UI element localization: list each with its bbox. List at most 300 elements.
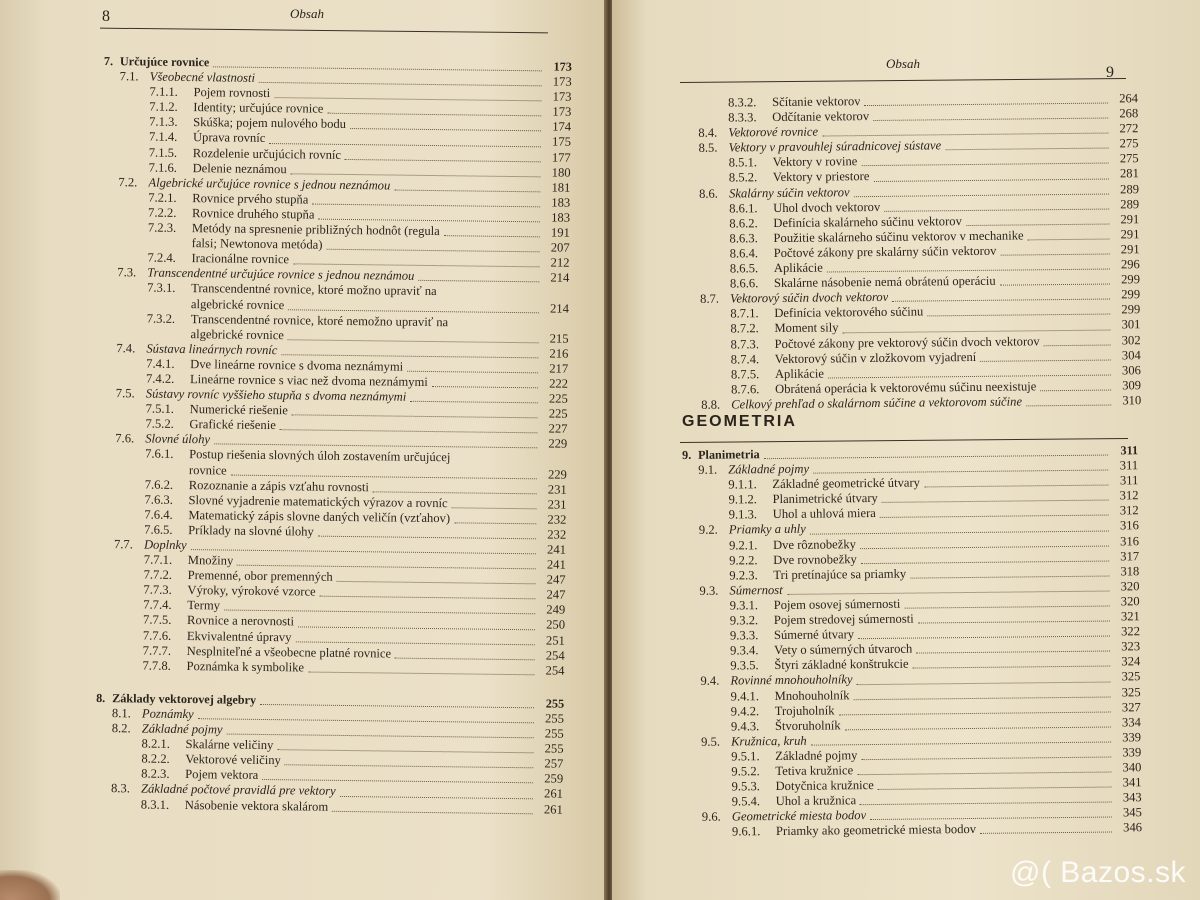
toc-entry-title: Priamky ako geometrické miesta bodov bbox=[775, 822, 977, 839]
toc-entry-page: 310 bbox=[1122, 393, 1142, 408]
toc-entry-page: 311 bbox=[1120, 443, 1139, 458]
page-number: 8 bbox=[102, 8, 110, 25]
toc-leader-dots bbox=[854, 192, 1109, 197]
toc-entry-title: Grafické riešenie bbox=[189, 417, 276, 433]
toc-entry-page: 289 bbox=[1120, 196, 1140, 212]
toc-entry-page: 173 bbox=[552, 104, 572, 119]
toc-leader-dots bbox=[839, 710, 1111, 715]
toc-leader-dots bbox=[444, 234, 540, 237]
toc-leader-dots bbox=[857, 680, 1111, 685]
toc-entry-number: 8.3.3. bbox=[728, 110, 757, 125]
header-rule bbox=[100, 28, 548, 34]
toc-entry-page: 216 bbox=[549, 346, 569, 361]
toc-entry-title: Tetiva kružnice bbox=[775, 763, 854, 779]
toc-entry-page: 304 bbox=[1121, 347, 1141, 363]
toc-leader-dots bbox=[395, 656, 535, 660]
toc-entry-number: 9.3.2. bbox=[729, 613, 759, 628]
toc-entry-page: 217 bbox=[549, 361, 569, 376]
toc-leader-dots bbox=[452, 506, 537, 509]
toc-entry-number: 7.5.2. bbox=[145, 416, 174, 432]
toc-entry-title: Základy vektorovej algebry bbox=[112, 690, 257, 707]
toc-leader-dots bbox=[1028, 237, 1110, 240]
toc-leader-dots bbox=[327, 112, 541, 117]
toc-entry-number: 7.6.4. bbox=[144, 507, 173, 522]
toc-leader-dots bbox=[454, 521, 536, 524]
toc-entry-number: 8.2.2. bbox=[141, 751, 170, 767]
toc-leader-dots bbox=[1044, 343, 1111, 346]
toc-entry-number: 8.7.3. bbox=[730, 336, 760, 352]
toc-entry-page: 321 bbox=[1120, 609, 1140, 624]
toc-leader-dots bbox=[1026, 403, 1111, 406]
toc-leader-dots bbox=[292, 414, 538, 419]
toc-entry-page: 268 bbox=[1119, 106, 1139, 121]
toc-entry-page: 312 bbox=[1119, 488, 1139, 503]
toc-entry-title: Skúška; pojem nulového bodu bbox=[193, 115, 347, 132]
toc-entry-page: 306 bbox=[1121, 362, 1141, 378]
toc-entry-page: 255 bbox=[544, 726, 564, 741]
toc-leader-dots bbox=[828, 373, 1111, 378]
toc-entry-number: 7.7. bbox=[113, 537, 133, 552]
toc-entry-title: Moment sily bbox=[774, 320, 839, 336]
toc-leader-dots bbox=[873, 117, 1108, 121]
toc-entry-page: 343 bbox=[1122, 790, 1142, 805]
toc-entry-title: Sčítanie vektorov bbox=[771, 94, 861, 110]
toc-leader-dots bbox=[274, 96, 541, 101]
toc-entry-page: 320 bbox=[1120, 579, 1140, 594]
toc-entry-number: 9.2. bbox=[698, 523, 718, 538]
toc-entry-page: 255 bbox=[545, 696, 565, 711]
toc-leader-dots bbox=[913, 665, 1111, 669]
toc-entry-title: Základné pojmy bbox=[141, 721, 223, 737]
toc-entry-title: algebrické rovnice bbox=[190, 326, 285, 342]
toc-entry-number: 7.1.2. bbox=[149, 99, 178, 115]
toc-entry-title: Súmernosť bbox=[729, 582, 784, 598]
toc-entry-page: 254 bbox=[545, 648, 565, 663]
toc-entry-page: 281 bbox=[1119, 166, 1139, 181]
toc-entry-number: 9. bbox=[682, 447, 692, 462]
toc-entry-number: 9.5. bbox=[701, 734, 721, 749]
toc-leader-dots bbox=[320, 595, 536, 600]
toc-entry-number: 7.3. bbox=[117, 265, 137, 280]
toc-leader-dots bbox=[432, 385, 538, 388]
toc-entry-page: 261 bbox=[543, 801, 563, 817]
toc-entry-number: 9.2.1. bbox=[728, 537, 758, 553]
toc-leader-dots bbox=[1040, 388, 1111, 391]
toc-entry-title: Vektorové rovnice bbox=[728, 124, 819, 140]
toc-entry-page: 261 bbox=[544, 786, 564, 802]
toc-entry-page: 323 bbox=[1121, 639, 1141, 654]
toc-leader-dots bbox=[350, 127, 541, 131]
toc-entry-number: 8.6. bbox=[698, 186, 718, 201]
toc-leader-dots bbox=[281, 353, 538, 358]
toc-entry-number: 8.6.3. bbox=[729, 231, 758, 246]
toc-entry-page: 227 bbox=[548, 421, 568, 436]
toc-entry-number: 7.2. bbox=[118, 174, 138, 190]
toc-entry-page: 346 bbox=[1123, 820, 1143, 835]
toc-entry-title: Úprava rovníc bbox=[192, 130, 266, 146]
section-rule bbox=[680, 438, 1128, 443]
toc-entry-title: Premenné, obor premenných bbox=[187, 568, 333, 585]
toc-entry-number: 8.8. bbox=[701, 397, 721, 412]
toc-entry-title: Trojuholník bbox=[774, 703, 835, 718]
toc-entry-title: Metódy na spresnenie približných hodnôt (regula bbox=[191, 221, 440, 239]
toc-leader-dots bbox=[910, 574, 1109, 578]
toc-entry-title: Základné počtové pravidlá pre vektory bbox=[140, 781, 336, 799]
toc-leader-dots bbox=[880, 514, 1109, 518]
toc-leader-dots bbox=[865, 102, 1109, 107]
toc-entry-page: 264 bbox=[1119, 91, 1139, 106]
toc-entry-number: 7.6.3. bbox=[144, 492, 173, 507]
toc-entry-number: 9.1. bbox=[698, 462, 718, 477]
toc-entry-page: 316 bbox=[1120, 533, 1140, 548]
toc-entry-page: 183 bbox=[551, 195, 571, 210]
toc-entry-page: 255 bbox=[544, 711, 565, 726]
toc-entry-number: 7.4.2. bbox=[145, 371, 175, 386]
toc-entry-number: 9.5.1. bbox=[731, 749, 760, 764]
toc-entry-number: 9.2.3. bbox=[729, 567, 758, 583]
toc-entry-number: 9.2.2. bbox=[729, 552, 758, 568]
toc-entry-page: 231 bbox=[547, 482, 567, 497]
toc-entry-title: Identity; určujúce rovnice bbox=[193, 100, 324, 116]
toc-entry-number: 7.6. bbox=[115, 431, 135, 446]
toc-leader-dots bbox=[811, 740, 1111, 745]
toc-leader-dots bbox=[845, 725, 1111, 730]
thumb-photo-edge bbox=[0, 870, 60, 900]
toc-entry-title: Poznámka k symbolike bbox=[186, 658, 305, 675]
toc-entry-page: 301 bbox=[1121, 317, 1141, 332]
toc-entry-number: 7.2.4. bbox=[147, 250, 176, 266]
toc-entry-title: Definícia vektorového súčinu bbox=[774, 304, 924, 321]
toc-entry-page: 214 bbox=[549, 300, 570, 316]
toc-entry-title: algebrické rovnice bbox=[190, 296, 285, 312]
toc-entry-page: 241 bbox=[547, 542, 567, 557]
toc-entry-title: Výroky, výrokové vzorce bbox=[187, 583, 316, 599]
toc-entry-page: 291 bbox=[1120, 211, 1140, 227]
toc-entry-page: 341 bbox=[1122, 775, 1142, 790]
toc-entry-page: 207 bbox=[550, 240, 570, 255]
toc-entry-page: 229 bbox=[547, 466, 567, 482]
toc-leader-dots bbox=[861, 755, 1111, 760]
toc-entry-title: Skalárny súčin vektorov bbox=[728, 184, 850, 201]
toc-entry-page: 345 bbox=[1122, 805, 1142, 820]
toc-leader-dots bbox=[927, 313, 1110, 317]
toc-leader-dots bbox=[340, 794, 533, 798]
toc-entry-page: 177 bbox=[551, 150, 571, 165]
toc-leader-dots bbox=[394, 188, 540, 192]
toc-entry-number: 8.2. bbox=[111, 721, 131, 736]
toc-leader-dots bbox=[860, 801, 1112, 806]
toc-entry-page: 214 bbox=[550, 270, 570, 286]
toc-entry-number: 7.6.5. bbox=[144, 522, 173, 537]
toc-entry-page: 212 bbox=[550, 255, 570, 270]
toc-leader-dots bbox=[291, 172, 541, 177]
toc-entry-page: 318 bbox=[1120, 563, 1140, 579]
toc-entry-number: 9.3.1. bbox=[729, 598, 759, 613]
toc-entry-page: 309 bbox=[1122, 377, 1142, 393]
toc-leader-dots bbox=[288, 338, 539, 343]
toc-entry-page: 299 bbox=[1121, 302, 1141, 317]
toc-entry-number: 7.7.3. bbox=[143, 582, 172, 598]
toc-entry-number: 7. bbox=[103, 54, 114, 69]
toc-entry-number: 9.3.5. bbox=[730, 658, 759, 673]
toc-entry-page: 183 bbox=[551, 210, 571, 225]
toc-entry-title: Uhol a uhlová miera bbox=[772, 506, 876, 522]
toc-entry-number: 9.1.2. bbox=[728, 492, 757, 507]
toc-entry-title: Príklady na slovné úlohy bbox=[188, 522, 314, 539]
toc-leader-dots bbox=[277, 748, 533, 753]
toc-entry-number: 8.7.4. bbox=[730, 351, 760, 367]
toc-entry-number: 7.7.7. bbox=[142, 643, 172, 658]
toc-entry-title: Pojem osovej súmernosti bbox=[773, 596, 901, 612]
toc-entry-title: Rovnice druhého stupňa bbox=[191, 206, 315, 222]
toc-entry-page: 334 bbox=[1121, 714, 1141, 730]
toc-entry-page: 255 bbox=[544, 741, 564, 756]
toc-entry-page: 247 bbox=[546, 587, 566, 602]
toc-entry-page: 339 bbox=[1122, 745, 1142, 760]
toc-entry-page: 229 bbox=[548, 436, 568, 452]
toc-entry-number: 8.1. bbox=[111, 706, 131, 721]
toc-leader-dots bbox=[337, 580, 536, 584]
toc-entry-title: Rovnice prvého stupňa bbox=[192, 190, 309, 207]
toc-entry-title: Základné geometrické útvary bbox=[772, 475, 921, 492]
toc-entry-title: Základné pojmy bbox=[775, 748, 858, 763]
toc-entry-title: Rozoznanie a zápis vzťahu rovnosti bbox=[188, 477, 370, 494]
toc-leader-dots bbox=[918, 620, 1110, 624]
toc-entry-title: Skalárne násobenie nemá obrátenú operáciu bbox=[773, 273, 996, 291]
toc-entry-page: 339 bbox=[1122, 729, 1142, 745]
toc-entry-number: 7.2.2. bbox=[147, 205, 177, 220]
toc-entry-number: 7.7.4. bbox=[143, 597, 172, 613]
toc-entry-number: 8.6.1. bbox=[729, 200, 758, 216]
toc-leader-dots bbox=[293, 263, 539, 268]
toc-entry-number: 8.2.3. bbox=[141, 766, 170, 782]
toc-entry-number: 7.5. bbox=[115, 386, 135, 401]
toc-entry-page: 180 bbox=[551, 165, 571, 180]
toc-entry-number: 8.3. bbox=[110, 781, 131, 796]
toc-leader-dots bbox=[861, 162, 1108, 167]
toc-leader-dots bbox=[857, 771, 1111, 776]
toc-leader-dots bbox=[861, 559, 1109, 564]
toc-leader-dots bbox=[842, 328, 1110, 333]
toc-entry-title: Slovné vyjadrenie matematických výrazov a rovníc bbox=[188, 492, 448, 510]
toc-entry-number: 8.7. bbox=[700, 291, 720, 307]
toc-entry-page: 174 bbox=[552, 119, 572, 135]
toc-leader-dots bbox=[285, 764, 534, 769]
toc-list bbox=[682, 91, 1141, 413]
toc-entry-title: Slovné úlohy bbox=[145, 431, 211, 447]
toc-entry-title: Štyri základné konštrukcie bbox=[774, 656, 909, 673]
watermark-text: @( Bazos.sk bbox=[1010, 856, 1186, 889]
toc-entry-number: 7.1.5. bbox=[148, 145, 178, 160]
toc-entry-page: 254 bbox=[545, 663, 565, 678]
toc-leader-dots bbox=[295, 640, 534, 645]
toc-entry-title: Počtové zákony pre skalárny súčin vektorov bbox=[773, 243, 997, 260]
toc-entry-page: 325 bbox=[1121, 669, 1141, 684]
toc-entry-number: 7.4.1. bbox=[146, 356, 175, 371]
toc-entry-title: Planimetrické útvary bbox=[772, 491, 878, 507]
toc-leader-dots bbox=[873, 177, 1108, 181]
toc-leader-dots bbox=[308, 670, 534, 675]
toc-leader-dots bbox=[1000, 253, 1109, 256]
toc-entry-title: Vektorový súčin v zložkovom vyjadrení bbox=[774, 349, 977, 366]
toc-entry-number: 8.7.1. bbox=[730, 306, 759, 321]
toc-entry-title: Základné pojmy bbox=[728, 461, 810, 477]
toc-entry-page: 325 bbox=[1121, 684, 1141, 699]
toc-entry-title: Transcendentné rovnice, ktoré možno upraviť na bbox=[191, 281, 437, 299]
toc-entry-title: Vektory v rovine bbox=[772, 154, 858, 170]
toc-leader-dots bbox=[878, 786, 1112, 790]
toc-entry-number: 7.2.1. bbox=[148, 190, 177, 205]
toc-leader-dots bbox=[418, 279, 539, 282]
toc-leader-dots bbox=[827, 268, 1110, 273]
toc-entry-title: falsi; Newtonova metóda) bbox=[191, 236, 323, 252]
toc-entry-title: Transcendentné určujúce rovnice s jednou neznámou bbox=[147, 265, 415, 284]
right-page bbox=[612, 0, 1200, 900]
toc-entry-page: 225 bbox=[548, 391, 568, 406]
toc-entry-title: Násobenie vektora skalárom bbox=[184, 797, 329, 814]
toc-entry-page: 257 bbox=[544, 756, 564, 771]
toc-entry-number: 7.1.1. bbox=[149, 84, 178, 100]
toc-entry-page: 320 bbox=[1120, 594, 1140, 609]
toc-entry-number: 8.7.5. bbox=[730, 366, 760, 382]
toc-leader-dots bbox=[822, 132, 1108, 137]
section-heading: GEOMETRIA bbox=[682, 413, 797, 430]
toc-entry-number: 8.6.6. bbox=[729, 276, 759, 291]
toc-entry-title: Pojem vektora bbox=[185, 767, 259, 783]
toc-entry-title: Vektorový súčin dvoch vektorov bbox=[730, 290, 889, 306]
toc-entry-title: Planimetria bbox=[697, 447, 760, 462]
page-number: 9 bbox=[1106, 64, 1114, 81]
toc-entry-title: Pojem stredovej súmernosti bbox=[773, 611, 914, 628]
toc-entry-page: 275 bbox=[1119, 151, 1139, 166]
toc-entry-number: 8. bbox=[96, 690, 106, 705]
toc-leader-dots bbox=[407, 370, 538, 374]
toc-entry-number: 9.3.4. bbox=[730, 643, 759, 658]
toc-entry-title: Pojem rovnosti bbox=[193, 85, 271, 101]
toc-entry-page: 291 bbox=[1120, 242, 1140, 257]
toc-entry-title: Sústavy rovníc vyššieho stupňa s dvoma neznámymi bbox=[145, 386, 407, 404]
toc-entry-page: 231 bbox=[547, 497, 567, 512]
toc-leader-dots bbox=[892, 298, 1110, 302]
toc-entry-number: 9.4.1. bbox=[730, 688, 760, 704]
toc-entry-title: Rovnice a nerovnosti bbox=[186, 613, 295, 629]
toc-entry-title: Určujúce rovnice bbox=[119, 54, 210, 70]
toc-entry-title: rovnice bbox=[188, 462, 227, 478]
toc-leader-dots bbox=[373, 490, 537, 494]
toc-entry-title: Nesplniteľné a všeobecne platné rovnice bbox=[186, 643, 392, 661]
toc-entry-page: 316 bbox=[1119, 518, 1139, 533]
toc-entry-title: Lineárne rovnice s viac než dvoma neznámymi bbox=[189, 372, 428, 389]
toc-leader-dots bbox=[966, 222, 1110, 226]
toc-entry-number: 9.4.2. bbox=[730, 703, 760, 719]
toc-entry-title: Aplikácie bbox=[773, 260, 823, 276]
toc-entry-title: Vektory v priestore bbox=[772, 169, 870, 185]
toc-entry-title: Vektorové veličiny bbox=[185, 752, 281, 768]
toc-entry-title: Matematický zápis slovne daných veličín (vzťahov) bbox=[188, 507, 451, 526]
toc-entry-page: 250 bbox=[546, 617, 566, 633]
toc-leader-dots bbox=[332, 809, 533, 813]
toc-entry-title: Transcendentné rovnice, ktoré nemožno upraviť na bbox=[190, 311, 449, 329]
toc-entry-page: 324 bbox=[1121, 654, 1141, 669]
toc-entry-page: 275 bbox=[1119, 136, 1139, 151]
toc-entry-page: 322 bbox=[1120, 624, 1141, 639]
toc-leader-dots bbox=[318, 218, 540, 223]
toc-leader-dots bbox=[1000, 283, 1110, 286]
toc-entry-page: 175 bbox=[551, 134, 572, 150]
toc-entry-number: 7.7.5. bbox=[143, 612, 172, 628]
toc-entry-page: 225 bbox=[548, 406, 568, 421]
toc-entry-page: 272 bbox=[1119, 121, 1139, 136]
toc-entry-number: 8.2.1. bbox=[141, 736, 171, 751]
toc-list bbox=[95, 54, 572, 817]
toc-entry-page: 312 bbox=[1119, 503, 1139, 518]
toc-entry-page: 340 bbox=[1122, 760, 1142, 775]
toc-entry-number: 9.6. bbox=[701, 809, 721, 825]
toc-entry-number: 8.6.4. bbox=[729, 246, 759, 261]
toc-entry-title: Ekvivalentné úpravy bbox=[186, 628, 292, 644]
toc-leader-dots bbox=[860, 544, 1109, 549]
toc-entry-title: Dve rovnobežky bbox=[773, 551, 857, 567]
toc-entry-page: 299 bbox=[1120, 272, 1141, 287]
toc-entry-number: 7.1.6. bbox=[148, 160, 178, 175]
toc-entry-number: 8.5.1. bbox=[728, 155, 758, 170]
toc-entry-number: 7.3.2. bbox=[146, 311, 176, 326]
toc-leader-dots bbox=[945, 147, 1108, 151]
toc-entry-number: 7.7.1. bbox=[143, 552, 173, 567]
toc-entry-page: 302 bbox=[1121, 332, 1141, 347]
toc-entry-page: 299 bbox=[1121, 287, 1141, 302]
toc-entry-number: 9.5.4. bbox=[731, 794, 761, 809]
running-header-title: Obsah bbox=[886, 56, 920, 71]
toc-entry-title: Sústava lineárnych rovníc bbox=[146, 341, 278, 357]
toc-entry-page: 232 bbox=[547, 512, 567, 527]
toc-leader-dots bbox=[870, 816, 1112, 821]
toc-entry-page: 232 bbox=[547, 527, 567, 542]
toc-entry-title: Štvoruholník bbox=[774, 718, 841, 733]
toc-entry-number: 8.6.5. bbox=[729, 261, 759, 276]
toc-entry-page: 181 bbox=[551, 180, 571, 195]
toc-entry-title: Uhol a kružnica bbox=[775, 793, 857, 809]
toc-entry-page: 241 bbox=[546, 557, 566, 572]
toc-entry-title: Súmerné útvary bbox=[773, 627, 855, 643]
toc-entry-page: 289 bbox=[1120, 181, 1140, 196]
toc-list bbox=[682, 443, 1142, 840]
toc-entry-page: 247 bbox=[546, 572, 566, 587]
toc-entry-number: 8.5.2. bbox=[728, 170, 758, 185]
toc-entry-number: 8.7.2. bbox=[730, 321, 759, 336]
toc-entry-number: 9.3. bbox=[699, 583, 719, 598]
toc-entry-number: 9.5.2. bbox=[731, 764, 760, 779]
toc-entry-title: Počtové zákony pre vektorový súčin dvoch vektorov bbox=[774, 333, 1040, 351]
toc-leader-dots bbox=[916, 650, 1110, 654]
toc-entry-title: Uhol dvoch vektorov bbox=[773, 199, 881, 215]
toc-leader-dots bbox=[298, 625, 535, 630]
toc-entry-page: 249 bbox=[546, 602, 566, 618]
toc-leader-dots bbox=[410, 400, 538, 404]
toc-leader-dots bbox=[810, 529, 1109, 534]
toc-entry-number: 9.1.1. bbox=[728, 477, 757, 492]
toc-entry-title: Geometrické miesta bodov bbox=[731, 808, 867, 824]
toc-entry-title: Iracionálne rovnice bbox=[191, 251, 290, 267]
toc-entry-title: Dve lineárne rovnice s dvoma neznámymi bbox=[190, 356, 404, 374]
toc-entry-number: 8.3.2. bbox=[727, 95, 757, 110]
toc-entry-title: Numerické riešenie bbox=[189, 402, 289, 418]
toc-leader-dots bbox=[882, 499, 1109, 503]
toc-entry-number: 9.5.3. bbox=[731, 779, 760, 794]
toc-entry-number: 7.1.4. bbox=[148, 130, 178, 145]
toc-leader-dots bbox=[345, 158, 541, 162]
toc-entry-title: Vektory v pravouhlej súradnicovej sústave bbox=[728, 138, 942, 155]
